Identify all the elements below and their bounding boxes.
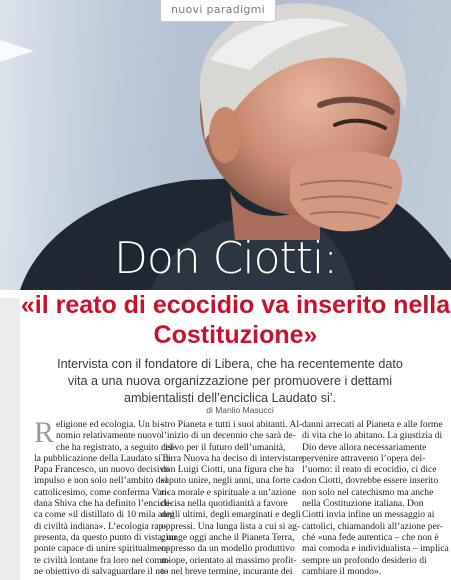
drop-cap: R (34, 416, 55, 449)
article-line: degli ultimi, degli emarginati e degli (161, 509, 301, 521)
section-tab (160, 0, 276, 22)
section-tab-label: nuovi paradigmi (170, 3, 265, 16)
article-line: non solo nel catechismo ma anche (302, 486, 434, 498)
article-line: Ciotti invia infine un messaggio ai (302, 509, 435, 521)
article-line: nella Costituzione italiana. Don (302, 498, 424, 510)
article-line: la pubblicazione della Laudato si di (34, 452, 171, 464)
article-line: cambiare il mondo». (302, 565, 382, 577)
article-line: sempre un profondo desiderio di (302, 554, 427, 566)
article-line: Dio deve allora necessariamente (302, 441, 427, 453)
byline: di Manlio Masucci (206, 405, 274, 415)
article-line: stro Pianeta e tutti i suoi abitanti. Al- (161, 419, 303, 430)
article-line: ponte capace di unire spiritualmen- (34, 543, 170, 555)
article-line: di vita che lo abitano. La giustizia di (302, 430, 443, 442)
article-line: mai comoda e individualista – implica (302, 543, 449, 555)
article-line: impulso e non solo nell’ambito del (34, 475, 168, 487)
article-line: miope, orientato al massimo profit- (161, 554, 297, 566)
article-line: don Ciotti, dovrebbe essere inserito (302, 475, 439, 487)
article-line: ca come «il distillato di 10 mila anni (34, 509, 175, 521)
article-line: ne obiettivo di salvaguardare il no- (34, 565, 169, 577)
article-column-2 (161, 419, 305, 577)
article-line: cattolicesimo, come conferma Van- (34, 486, 170, 498)
article-line: cattolici, chiamandoli all’azione per- (302, 520, 443, 532)
article-line: danni arrecati al Pianeta e alle forme (302, 419, 443, 430)
subheadline: «il reato di ecocidio va inserito nella Costituzione» (20, 291, 451, 349)
page-margin-strip (0, 298, 20, 580)
article-line: nomio relativamente nuovo (56, 430, 162, 442)
article-line: oppressi. Una lunga lista a cui si ag- (161, 520, 301, 532)
article-line: presenta, da questo punto di vista, un (34, 531, 177, 543)
article-line: rica morale e spirituale a un’azione (161, 486, 297, 498)
article-line: ché «una fede autentica – che non è (302, 531, 439, 543)
article-line: decisa nella quotidianità a favore (161, 498, 288, 510)
article-line: eligione ed ecologia. Un bi- (56, 419, 163, 430)
article-line: Papa Francesco, un nuovo decisivo (34, 464, 170, 476)
headline: Don Ciotti: (113, 233, 338, 284)
article-line: che ha registrato, a seguito del- (56, 441, 176, 453)
article-line: l’uomo: il reato di ecocidio, ci dice (302, 464, 437, 476)
article-column-1 (34, 416, 177, 577)
article-line: giunge oggi anche il Pianeta Terra, (161, 531, 295, 543)
article-line: cisivo per il futuro dell’umanità, (161, 441, 286, 453)
article-line: dana Shiva che ha definito l’encicli- (34, 498, 173, 510)
article-line: te civiltà lontane fra loro nel comu- (34, 554, 170, 566)
article-line: saputo unire, negli anni, una forte ca- (161, 475, 305, 487)
intro-text: Intervista con il fondatore di Libera, che ha recentemente dato vita a una nuova organizzazione per promuovere i dettami ambientalisti dell’enciclica Laudato si’. (57, 357, 403, 405)
article-line: pervenire attraverso l’opera del- (302, 452, 426, 464)
article-line: don Luigi Ciotti, una figura che ha (161, 464, 294, 476)
article-line: di civiltà indiana». L’ecologia rap- (34, 520, 167, 532)
article-line: l’inizio di un decennio che sarà de- (161, 430, 296, 442)
article-line: to nel breve termine, incurante dei (161, 565, 293, 577)
article-line: oppresso da un modello produttivo (161, 543, 295, 555)
article-column-3 (302, 419, 449, 577)
article-line: Terra Nuova ha deciso di intervistare (161, 452, 303, 464)
